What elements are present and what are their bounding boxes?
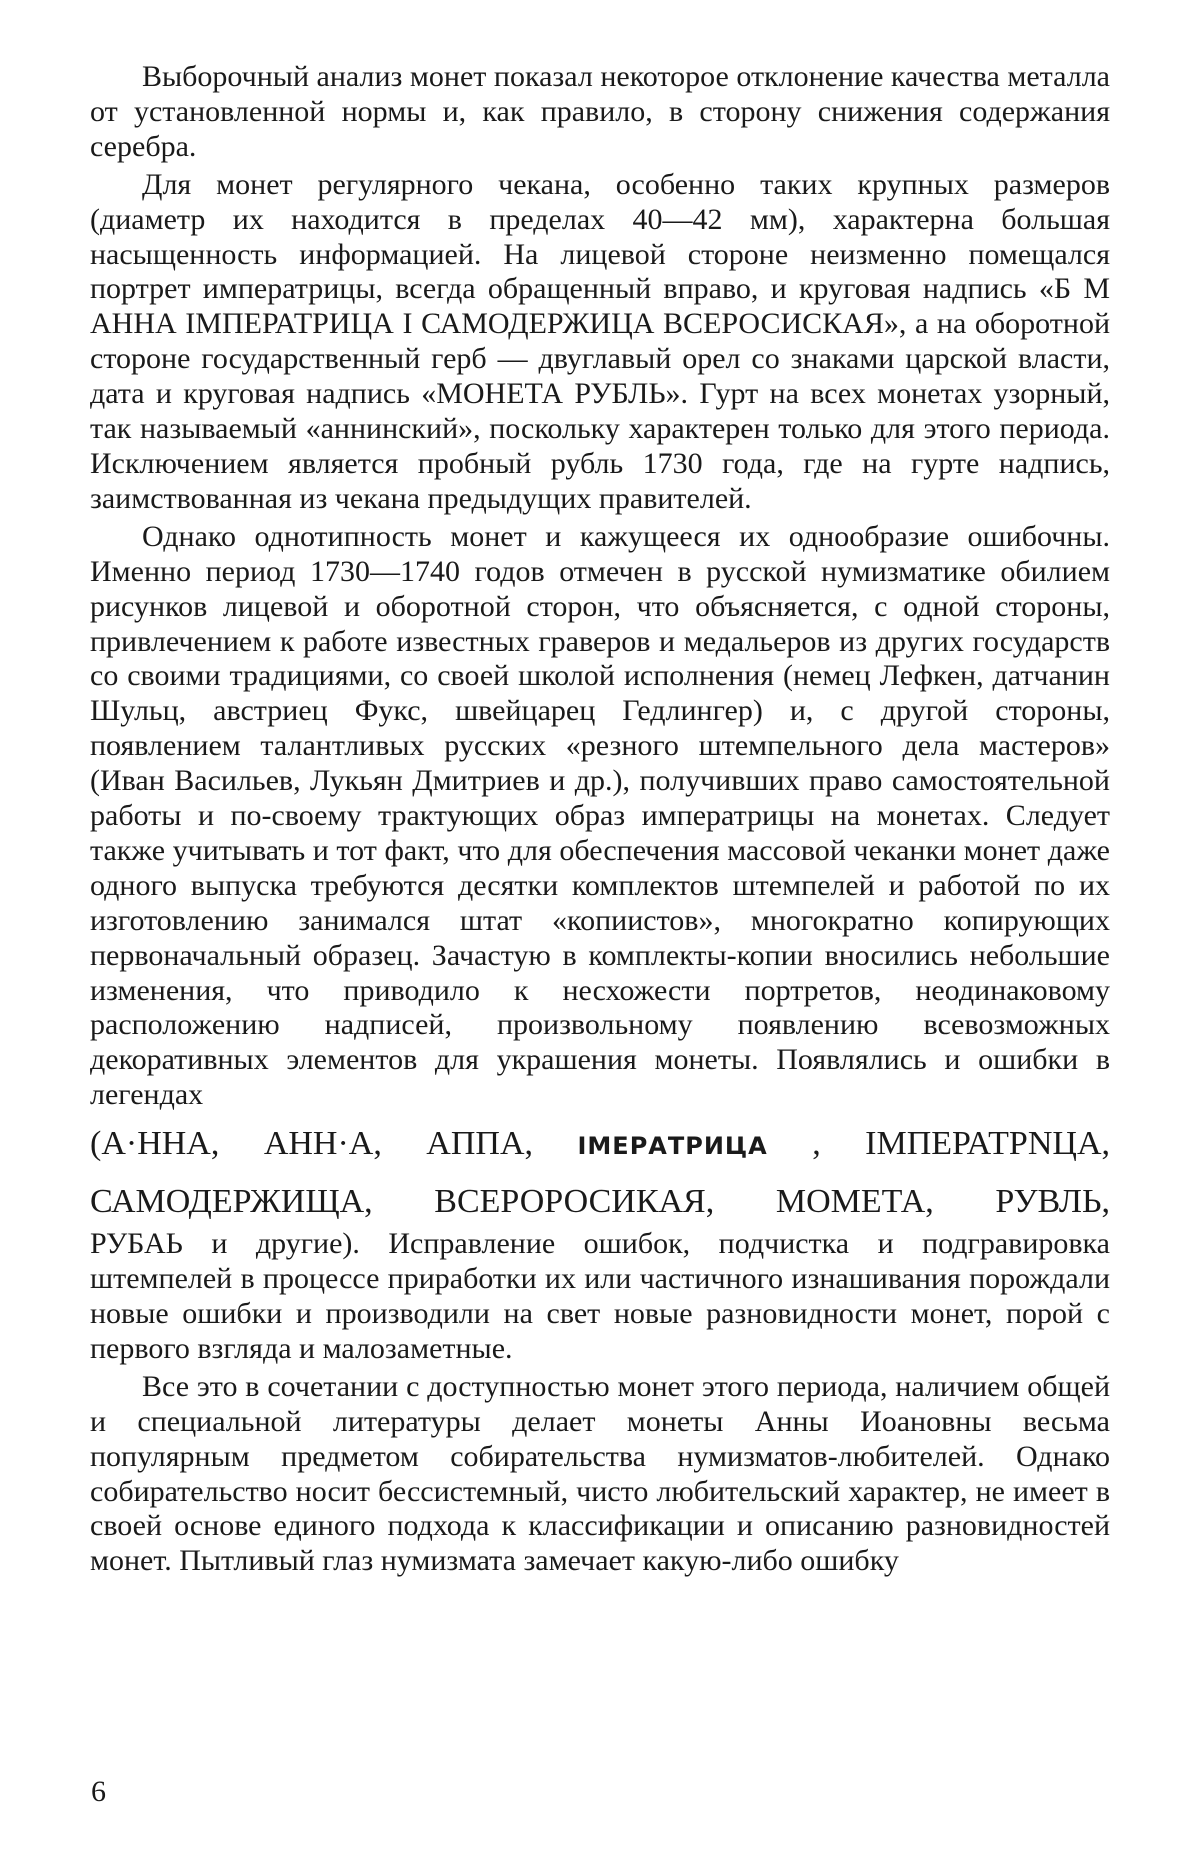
- paragraph-3-legends: [90, 1117, 1110, 1227]
- legend-errors-line-1: [90, 1117, 1110, 1173]
- paragraph-1: Выборочный анализ монет показал некоторое отклонение качества металла от установленной нормы и, как правило, в сторону снижения содержания серебра.: [90, 60, 1110, 163]
- paragraph-4: Все это в сочетании с доступностью монет этого периода, наличием общей и специальной литературы делает монеты Анны Иоановны весьма популярным предметом собирательства нумизматов-любителей. Однако собирательство носит бессистемный, чисто любительский характер, не имеет в своей основе единого подхода к классификации и описанию разновидностей монет. Пытливый глаз нумизмата замечает какую-либо ошибку: [90, 1369, 1110, 1578]
- legend-errors-part-a: (А·ННА, АНН·А, АППА,: [90, 1125, 534, 1163]
- legend-errors-part-b: , IМПЕРАТРNЦА,: [812, 1125, 1110, 1163]
- page-number: 6: [91, 1775, 106, 1808]
- legend-errors-bold: IМЕРАТРИЦА: [577, 1132, 768, 1161]
- paragraph-2: Для монет регулярного чекана, особенно таких крупных размеров (диаметр их находится в пределах 40—42 мм), характерна большая насыщенность информацией. На лицевой стороне неизменно помещался портрет императрицы, всегда обращенный вправо, и круговая надпись «Б М АННА IМПЕРАТРИЦА I САМОДЕРЖИЦА ВСЕРОСИСКАЯ», а на оборотной стороне государственный герб — двуглавый орел со знаками царской власти, дата и круговая надпись «МОНЕТА РУБЛЬ». Гурт на всех монетах узорный, так называемый «аннинский», поскольку характерен только для этого периода. Исключением является пробный рубль 1730 года, где на гурте надпись, заимствованная из чекана предыдущих правителей.: [90, 167, 1110, 515]
- paragraph-3: Однако однотипность монет и кажущееся их однообразие ошибочны. Именно период 1730—1740 годов отмечен в русской нумизматике обилием рисунков лицевой и оборотной сторон, что объясняется, с одной стороны, привлечением к работе известных граверов и медальеров из других государств со своими традициями, со своей школой исполнения (немец Лефкен, датчанин Шульц, австриец Фукс, швейцарец Гедлингер) и, с другой стороны, появлением талантливых русских «резного штемпельного дела мастеров» (Иван Васильев, Лукьян Дмитриев и др.), получивших право самостоятельной работы и по-своему трактующих образ императрицы на монетах. Следует также учитывать и тот факт, что для обеспечения массовой чеканки монет даже одного выпуска требуются десятки комплектов штемпелей и работой по их изготовлению занимался штат «копиистов», многократно копирующих первоначальный образец. Зачастую в комплекты-копии вносились небольшие изменения, что приводило к несхожести портретов, неодинаковому расположению надписей, произвольному появлению всевозможных декоративных элементов для украшения монеты. Появлялись и ошибки в легендах: [90, 519, 1110, 1112]
- document-page: [90, 60, 1110, 1830]
- legend-errors-line-2: САМОДЕРЖИЩА, ВСЕРОРОСИКАЯ, МОМЕТА, РУВЛЬ,: [90, 1183, 1110, 1221]
- paragraph-3-continued: РУБАЬ и другие). Исправление ошибок, подчистка и подгравировка штемпелей в процессе приработки их или частичного изнашивания порождали новые ошибки и производили на свет новые разновидности монет, порой с первого взгляда и малозаметные.: [90, 1227, 1110, 1365]
